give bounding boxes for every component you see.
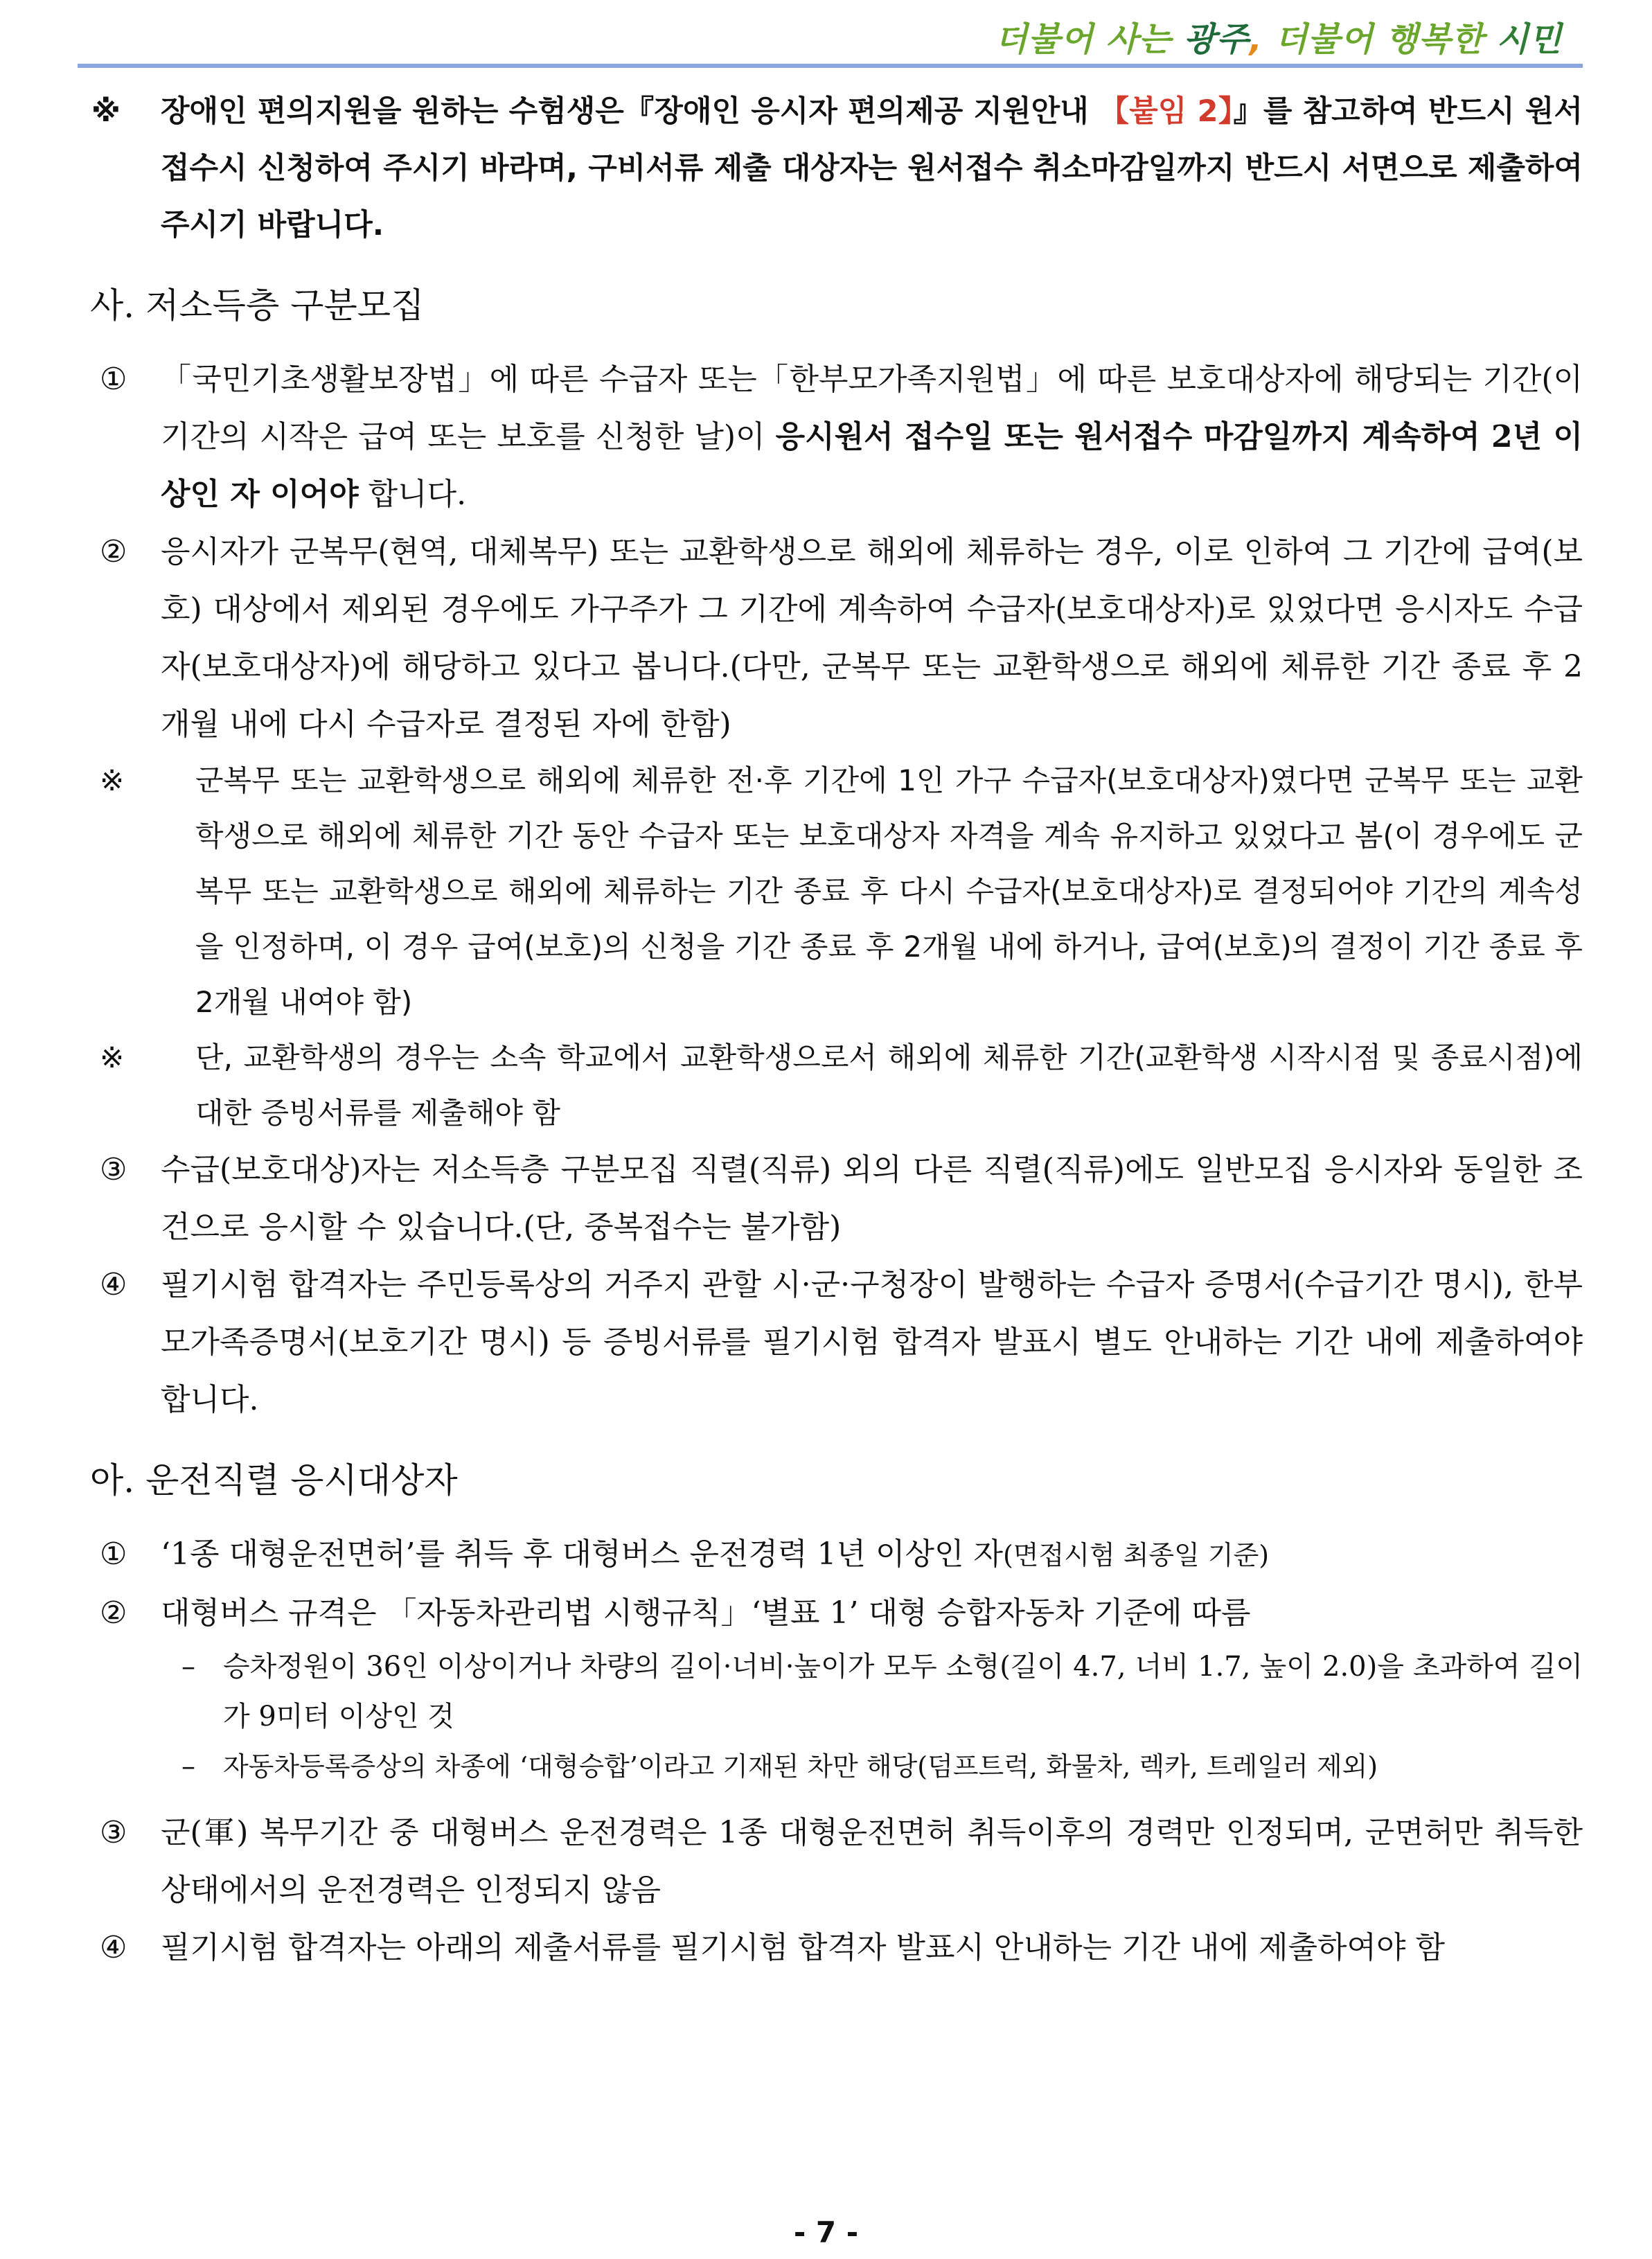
item-number: ② <box>100 1595 127 1631</box>
item-number: ④ <box>100 1267 127 1302</box>
criteria-note: (면접시험 최종일 기준) <box>1002 1540 1270 1570</box>
list-item: ② 대형버스 규격은 「자동차관리법 시행규칙」‘별표 1’ 대형 승합자동차 기준에 따름 <box>65 1584 1583 1642</box>
dash-marker: – <box>181 1751 195 1782</box>
logo-text-part: 시민 <box>1496 20 1562 59</box>
list-item: ① ‘1종 대형운전면허’를 취득 후 대형버스 운전경력 1년 이상인 자(면접시험 최종일 기준) <box>65 1525 1583 1584</box>
list-item: ① 「국민기초생활보장법」에 따른 수급자 또는「한부모가족지원법」에 따른 보호대상자에 해당되는 기간(이 기간의 시작은 급여 또는 보호를 신청한 날)이 응시원서 접수일 또는 원서접수 마감일까지 계속하여 2년 이상인 자 이어야 합니다. <box>65 351 1583 523</box>
reference-note: ※ 단, 교환학생의 경우는 소속 학교에서 교환학생으로서 해외에 체류한 기간(교환학생 시작시점 및 종료시점)에 대한 증빙서류를 제출해야 함 <box>65 1030 1583 1141</box>
item-number: ③ <box>100 1152 127 1187</box>
dash-marker: – <box>181 1651 195 1683</box>
attachment-reference: 【붙임 2】 <box>1099 94 1234 129</box>
reference-mark: ※ <box>100 763 125 797</box>
sub-item: – 자동차등록증상의 차종에 ‘대형승합’이라고 기재된 차만 해당(덤프트럭, 화물차, 렉카, 트레일러 제외) <box>181 1742 1583 1791</box>
item-number: ① <box>100 1536 127 1572</box>
section-heading-driver: 아. 운전직렬 응시대상자 <box>90 1460 458 1500</box>
header-divider <box>78 64 1583 68</box>
disability-notice <box>91 83 1583 254</box>
section-heading-low-income: 사. 저소득층 구분모집 <box>90 285 425 326</box>
emphasis-text: 응시원서 접수일 또는 원서접수 마감일까지 계속하여 2년 이상인 자 이어야 <box>161 419 1583 512</box>
list-item: ② 응시자가 군복무(현역, 대체복무) 또는 교환학생으로 해외에 체류하는 경우, 이로 인하여 그 기간에 급여(보호) 대상에서 제외된 경우에도 가구주가 그 기간에 계속하여 수급자(보호대상자)로 있었다면 응시자도 수급자(보호대상자)에 해당하고 있다고 봅니다.(다만, 군복무 또는 교환학생으로 해외에 체류한 기간 종료 후 2개월 내에 다시 수급자로 결정된 자에 한함) <box>65 523 1583 753</box>
item-number: ② <box>100 534 127 569</box>
list-item: ④ 필기시험 합격자는 주민등록상의 거주지 관할 시·군·구청장이 발행하는 수급자 증명서(수급기간 명시), 한부모가족증명서(보호기간 명시) 등 증빙서류를 필기시험 합격자 발표시 별도 안내하는 기간 내에 제출하여야 합니다. <box>65 1256 1583 1428</box>
item-number: ④ <box>100 1930 127 1965</box>
reference-note: ※ 군복무 또는 교환학생으로 해외에 체류한 전·후 기간에 1인 가구 수급자(보호대상자)였다면 군복무 또는 교환학생으로 해외에 체류한 기간 동안 수급자 또는 보호대상자 자격을 계속 유지하고 있었다고 봄(이 경우에도 군복무 또는 교환학생으로 해외에 체류하는 기간 종료 후 다시 수급자(보호대상자)로 결정되어야 기간의 계속성을 인정하며, 이 경우 급여(보호)의 신청을 기간 종료 후 2개월 내에 하거나, 급여(보호)의 결정이 기간 종료 후 2개월 내여야 함) <box>65 753 1583 1030</box>
notice-text: 장애인 편의지원을 원하는 수험생은『장애인 응시자 편의제공 지원안내 【붙임 2】』를 참고하여 반드시 원서접수시 신청하여 주시기 바라며, 구비서류 제출 대상자는 원서접수 취소마감일까지 반드시 서면으로 제출하여 주시기 바랍니다. <box>161 94 1583 242</box>
list-item: ③ 수급(보호대상)자는 저소득층 구분모집 직렬(직류) 외의 다른 직렬(직류)에도 일반모집 응시자와 동일한 조건으로 응시할 수 있습니다.(단, 중복접수는 불가함) <box>65 1141 1583 1256</box>
city-slogan-logo <box>995 12 1562 60</box>
page-content <box>78 83 1583 1976</box>
logo-text-part: , <box>1249 20 1275 59</box>
page-number: - 7 - <box>793 2215 859 2249</box>
logo-text-part: 광주 <box>1183 20 1250 59</box>
item-number: ① <box>100 362 127 397</box>
reference-mark: ※ <box>91 94 121 129</box>
logo-text-part: 더불어 행복한 <box>1274 20 1497 59</box>
item-number: ③ <box>100 1815 127 1850</box>
list-item: ③ 군(軍) 복무기간 중 대형버스 운전경력은 1종 대형운전면허 취득이후의 경력만 인정되며, 군면허만 취득한 상태에서의 운전경력은 인정되지 않음 <box>65 1804 1583 1919</box>
logo-text-part: 더불어 사는 <box>995 20 1184 59</box>
sub-item: – 승차정원이 36인 이상이거나 차량의 길이·너비·높이가 모두 소형(길이 4.7, 너비 1.7, 높이 2.0)을 초과하여 길이가 9미터 이상인 것 <box>181 1642 1583 1742</box>
list-item: ④ 필기시험 합격자는 아래의 제출서류를 필기시험 합격자 발표시 안내하는 기간 내에 제출하여야 함 <box>65 1919 1583 1976</box>
reference-mark: ※ <box>100 1040 125 1074</box>
spacer <box>78 1791 1583 1804</box>
